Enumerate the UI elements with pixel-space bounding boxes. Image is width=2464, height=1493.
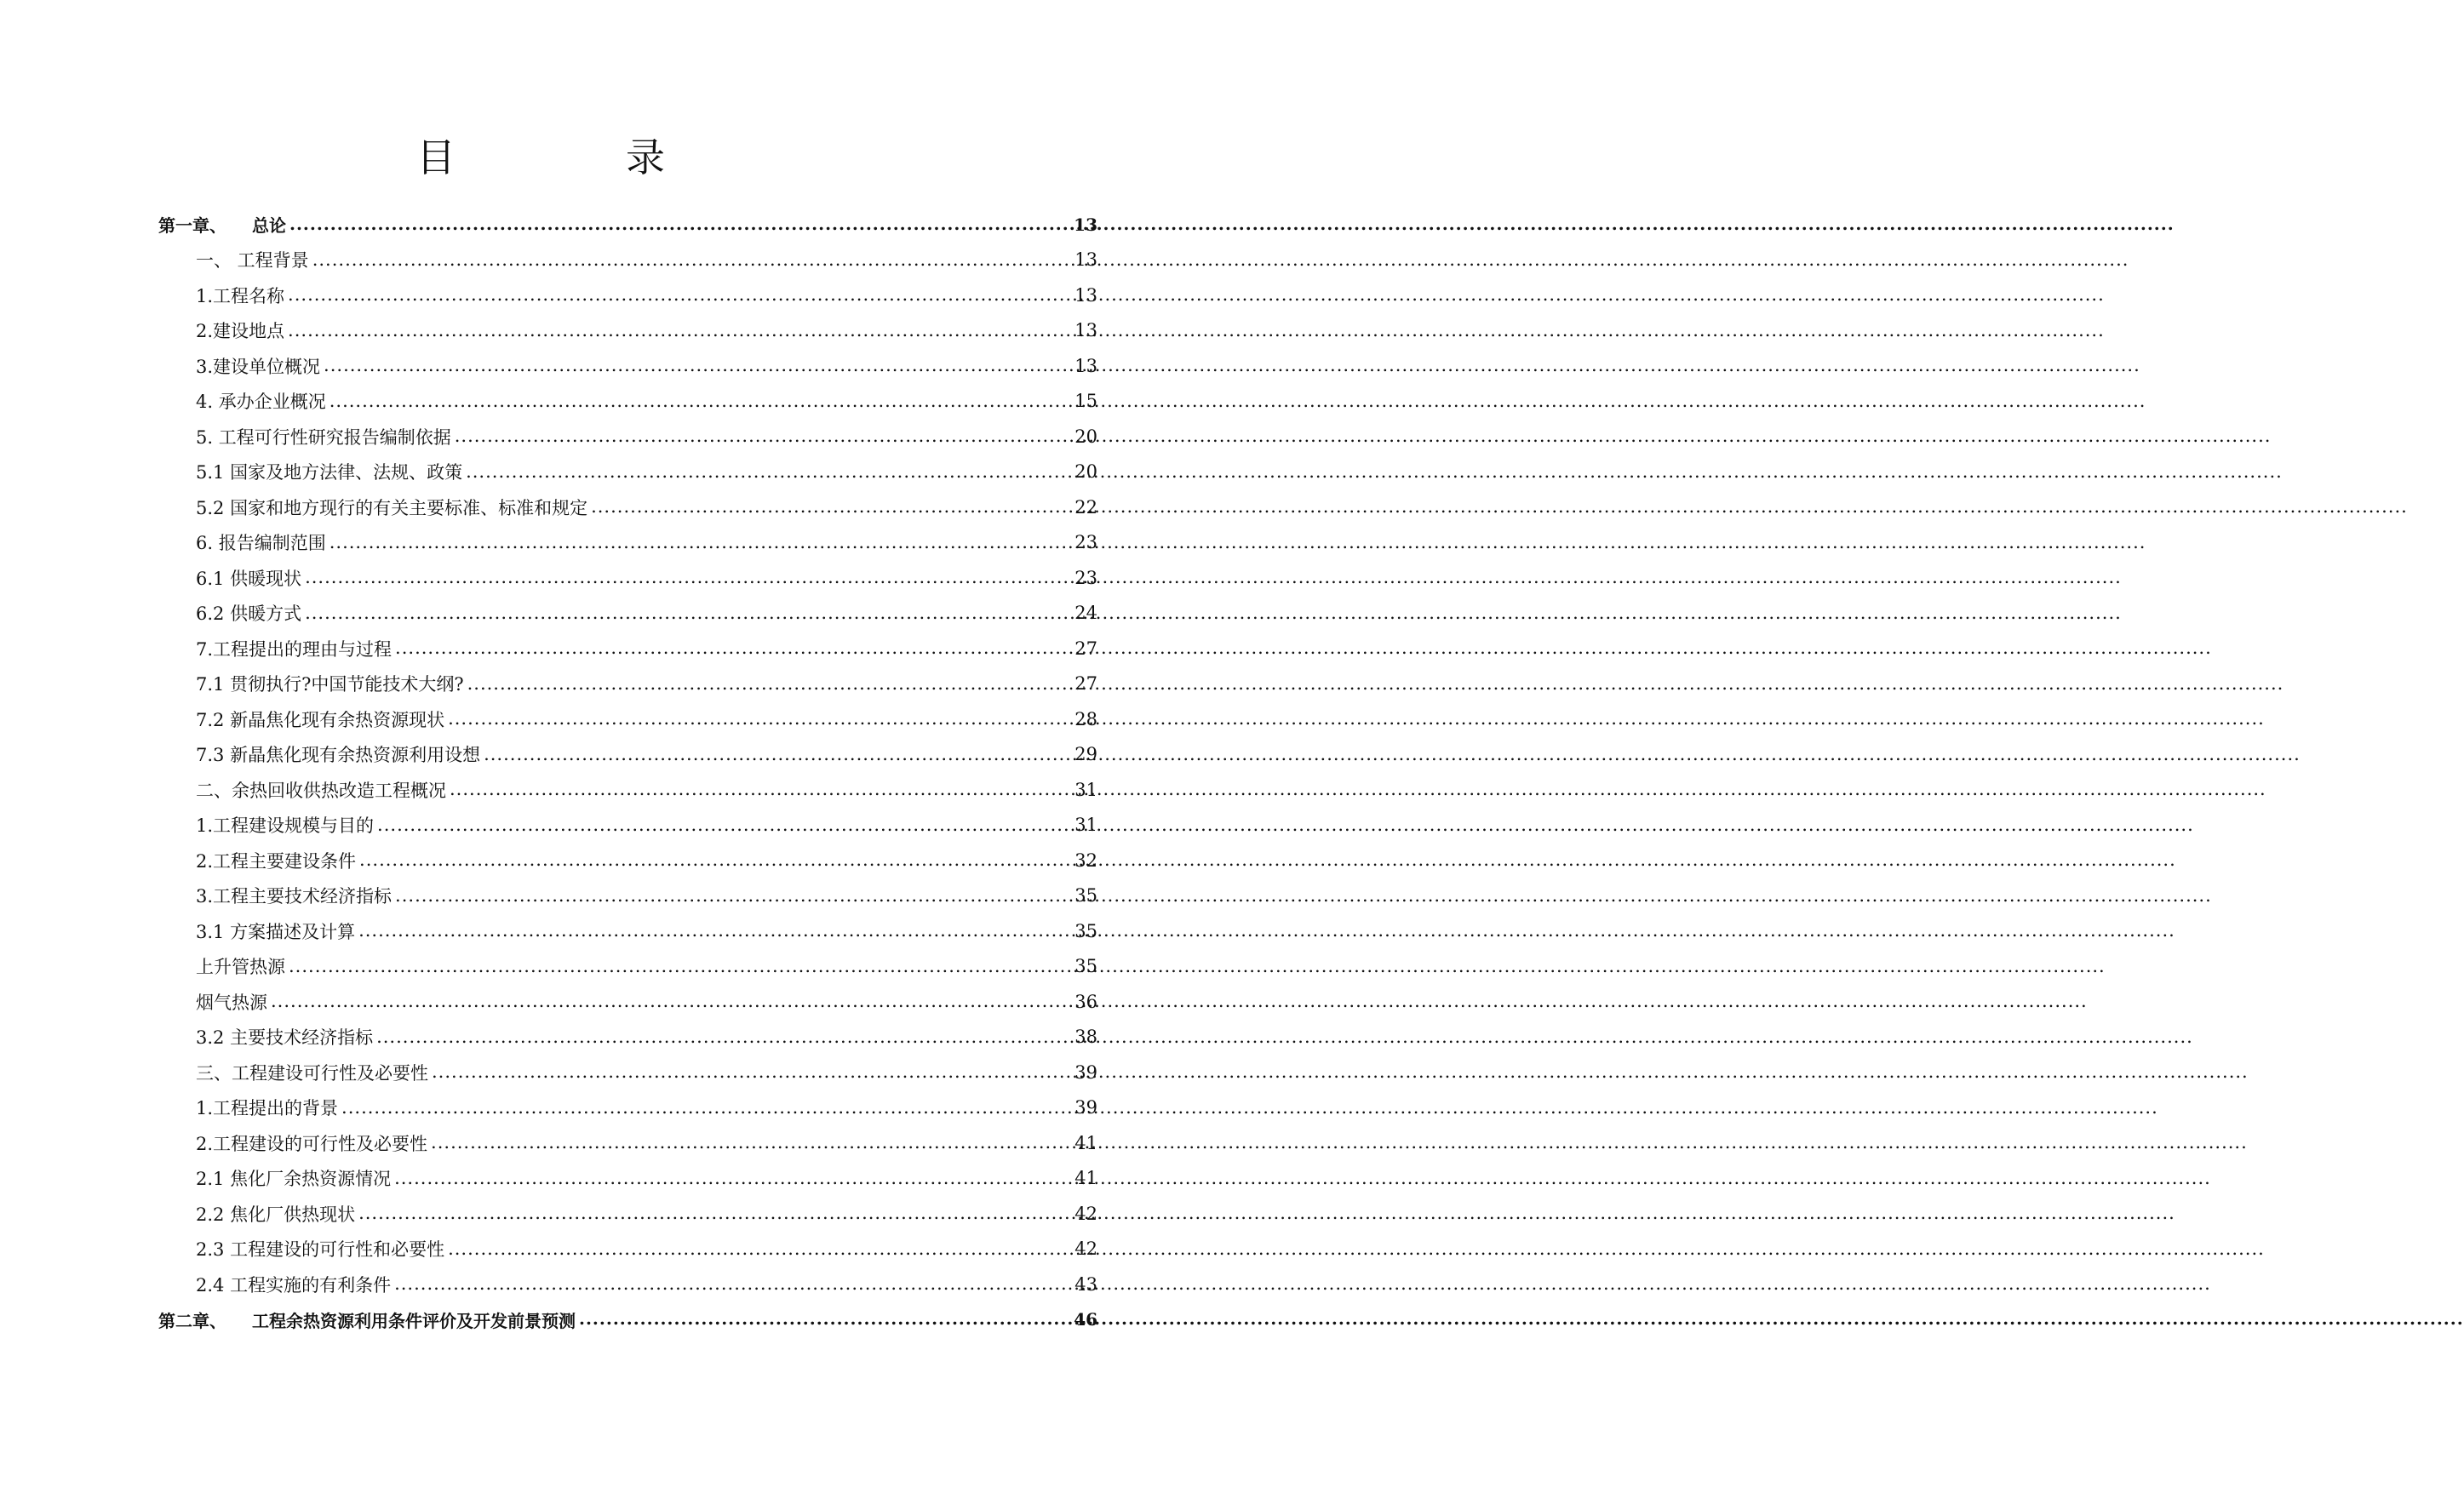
toc-dot-leader [329, 392, 1074, 411]
toc-entry[interactable] [0, 1020, 1097, 1055]
toc-page-number: 39 [1074, 1097, 1097, 1118]
toc-entry[interactable] [0, 878, 1097, 914]
toc-entry-title [196, 1236, 446, 1261]
toc-chapter-number: 第一章、 [158, 215, 226, 237]
toc-entry[interactable] [0, 808, 1097, 844]
toc-entry[interactable] [0, 1267, 1097, 1302]
toc-entry-title [196, 777, 448, 803]
toc-page-number: 29 [1074, 744, 1097, 765]
toc-entry-title [196, 353, 322, 379]
toc-dot-leader [324, 356, 1073, 375]
toc-entry-text: 2.3 工程建设的可行性和必要性 [196, 1239, 445, 1261]
toc-dot-leader [359, 850, 1073, 870]
toc-entry-title [196, 1165, 393, 1191]
toc-page-number: 35 [1074, 956, 1097, 977]
toc-entry-title [196, 600, 303, 626]
toc-page-number: 41 [1074, 1168, 1097, 1189]
page-title [0, 128, 1057, 187]
toc-entry[interactable] [0, 243, 1097, 278]
toc-entry[interactable] [0, 737, 1097, 773]
toc-entry-title [196, 388, 328, 414]
toc-entry-title [196, 317, 286, 343]
toc-dot-leader [466, 462, 1073, 482]
toc-page-number: 23 [1074, 567, 1097, 588]
toc-entry[interactable] [0, 455, 1097, 490]
toc-entry-text: 2.工程建设的可行性及必要性 [196, 1133, 428, 1154]
toc-entry-title [196, 1272, 393, 1297]
toc-dot-leader [450, 780, 1073, 799]
toc-entry-text: 3.建设单位概况 [196, 356, 321, 377]
toc-page-number: 13 [1074, 355, 1097, 376]
toc-entry-title [196, 989, 269, 1015]
toc-dot-leader [394, 1169, 1073, 1188]
toc-entry-title [196, 812, 375, 838]
toc-entry-text: 二、余热回收供热改造工程概况 [196, 780, 446, 801]
toc-entry-text: 2.4 工程实施的有利条件 [196, 1274, 392, 1296]
toc-dot-leader [579, 1310, 1072, 1329]
toc-entry-title [196, 883, 393, 908]
toc-entry-title [158, 212, 288, 237]
toc-entry-title [196, 1060, 430, 1085]
toc-page-number: 15 [1074, 391, 1097, 412]
toc-dot-leader [289, 215, 1072, 234]
toc-entry[interactable] [0, 772, 1097, 808]
toc-page-number: 42 [1074, 1203, 1097, 1224]
toc-entry-text: 2.建设地点 [196, 321, 285, 342]
title-char-left: 目 [416, 134, 456, 180]
toc-dot-leader [305, 603, 1073, 623]
toc-dot-leader [455, 426, 1074, 446]
toc-entry-text: 总论 [252, 215, 286, 237]
toc-dot-leader [289, 957, 1073, 976]
toc-entry-text: 5.1 国家及地方法律、法规、政策 [196, 462, 463, 483]
toc-dot-leader [288, 321, 1073, 340]
toc-entry-text: 三、工程建设可行性及必要性 [196, 1062, 428, 1084]
toc-entry-title [196, 953, 287, 979]
toc-entry-title [196, 529, 328, 555]
toc-dot-leader [591, 497, 1073, 517]
toc-dot-leader [484, 745, 1073, 764]
toc-entry[interactable] [0, 666, 1097, 702]
toc-entry-text: 4. 承办企业概况 [196, 392, 326, 413]
toc-dot-leader [395, 886, 1073, 906]
toc-dot-leader [271, 992, 1073, 1011]
toc-entry-text: 上升管热源 [196, 957, 285, 978]
toc-page-number: 46 [1074, 1309, 1097, 1330]
toc-page-number: 23 [1074, 532, 1097, 553]
toc-dot-leader [432, 1062, 1073, 1082]
toc-entry-title [196, 1095, 340, 1120]
toc-dot-leader [431, 1133, 1073, 1153]
toc-entry-title [196, 247, 311, 272]
toc-page-number: 41 [1074, 1132, 1097, 1153]
toc-entry-text: 5.2 国家和地方现行的有关主要标准、标准和规定 [196, 497, 588, 518]
toc-page-number: 13 [1074, 320, 1097, 341]
toc-entry[interactable] [0, 1055, 1097, 1090]
toc-entry-text: 2.工程主要建设条件 [196, 850, 357, 872]
toc-entry-text: 7.1 贯彻执行?中国节能技术大纲? [196, 674, 464, 695]
toc-page-number: 13 [1074, 284, 1097, 306]
toc-entry-text: 6. 报告编制范围 [196, 533, 326, 554]
toc-page-number: 31 [1074, 815, 1097, 836]
toc-entry[interactable] [0, 984, 1097, 1020]
toc-page-number: 27 [1074, 638, 1097, 659]
toc-page-number: 35 [1074, 920, 1097, 941]
toc-chapter-entry[interactable] [0, 207, 1097, 243]
toc-entry[interactable] [0, 1125, 1097, 1161]
toc-entry-text: 1.工程建设规模与目的 [196, 815, 375, 837]
toc-entry[interactable] [0, 913, 1097, 949]
toc-entry-title [196, 1024, 375, 1050]
toc-entry[interactable] [0, 384, 1097, 420]
toc-page-number: 20 [1074, 461, 1097, 483]
toc-entry-title [196, 424, 453, 449]
toc-dot-leader [377, 815, 1073, 835]
toc-dot-leader [288, 285, 1073, 305]
toc-entry[interactable] [0, 560, 1097, 596]
toc-entry-text: 7.3 新晶焦化现有余热资源利用设想 [196, 745, 481, 766]
toc-entry-title [196, 741, 482, 767]
toc-page-number: 22 [1074, 496, 1097, 518]
toc-page-number: 36 [1074, 991, 1097, 1012]
toc-entry-text: 3.工程主要技术经济指标 [196, 886, 393, 907]
toc-entry-text: 2.2 焦化厂供热现状 [196, 1204, 356, 1225]
toc-dot-leader [448, 1239, 1073, 1259]
toc-page-number: 38 [1074, 1027, 1097, 1048]
toc-entry-text: 2.1 焦化厂余热资源情况 [196, 1169, 392, 1190]
toc-dot-leader [394, 1274, 1073, 1294]
toc-entry[interactable] [0, 701, 1097, 737]
toc-entry-text: 烟气热源 [196, 992, 267, 1013]
table-of-contents [0, 207, 1097, 1337]
toc-page-number: 42 [1074, 1238, 1097, 1260]
toc-entry-title [196, 918, 357, 944]
toc-entry-title [196, 1130, 429, 1156]
toc-entry[interactable] [0, 419, 1097, 455]
toc-dot-leader [329, 533, 1074, 552]
title-char-right: 录 [626, 134, 665, 180]
toc-entry[interactable] [0, 843, 1097, 878]
toc-entry[interactable] [0, 1232, 1097, 1267]
toc-dot-leader [341, 1098, 1073, 1118]
toc-entry[interactable] [0, 596, 1097, 632]
toc-entry[interactable] [0, 1196, 1097, 1232]
toc-entry-title [196, 459, 464, 484]
toc-entry-text: 1.工程提出的背景 [196, 1098, 339, 1119]
toc-entry-title [196, 636, 393, 661]
toc-page-number: 43 [1074, 1273, 1097, 1295]
toc-entry[interactable] [0, 631, 1097, 666]
toc-entry-title [196, 565, 303, 591]
toc-entry-text: 1.工程名称 [196, 285, 285, 306]
toc-page-number: 28 [1074, 708, 1097, 729]
toc-entry-title [196, 283, 286, 308]
toc-entry-text: 7.工程提出的理由与过程 [196, 638, 393, 660]
toc-page-number: 31 [1074, 779, 1097, 800]
toc-entry[interactable] [0, 277, 1097, 313]
toc-dot-leader [376, 1027, 1073, 1047]
toc-chapter-entry[interactable] [0, 1302, 1097, 1338]
toc-dot-leader [358, 1204, 1073, 1223]
toc-page-number: 39 [1074, 1061, 1097, 1083]
toc-dot-leader [448, 709, 1073, 729]
toc-page-number: 24 [1074, 603, 1097, 624]
toc-entry-text: 工程余热资源利用条件评价及开发前景预测 [252, 1310, 576, 1331]
toc-entry-title [158, 1307, 577, 1332]
toc-entry-title [196, 848, 358, 873]
toc-chapter-number: 第二章、 [158, 1310, 226, 1331]
toc-entry[interactable] [0, 1090, 1097, 1126]
toc-entry[interactable] [0, 525, 1097, 561]
toc-dot-leader [395, 638, 1073, 658]
toc-page-number: 13 [1074, 214, 1097, 235]
toc-dot-leader [312, 250, 1074, 270]
toc-page-number: 27 [1074, 673, 1097, 695]
toc-entry-title [196, 671, 466, 696]
toc-entry-title [196, 706, 446, 732]
toc-page-number: 32 [1074, 849, 1097, 871]
toc-entry-title [196, 495, 589, 520]
toc-page-number: 35 [1074, 885, 1097, 907]
toc-entry-text: 7.2 新晶焦化现有余热资源现状 [196, 709, 445, 730]
document-page [0, 0, 1097, 1493]
toc-entry-text: 3.2 主要技术经济指标 [196, 1027, 374, 1049]
toc-entry[interactable] [0, 313, 1097, 349]
toc-dot-leader [467, 674, 1074, 694]
toc-entry[interactable] [0, 489, 1097, 525]
toc-entry[interactable] [0, 949, 1097, 985]
toc-page-number: 20 [1074, 426, 1097, 447]
toc-entry-text: 5. 工程可行性研究报告编制依据 [196, 426, 451, 448]
toc-entry-text: 6.2 供暖方式 [196, 603, 302, 625]
toc-entry-text: 3.1 方案描述及计算 [196, 921, 356, 942]
toc-entry-title [196, 1201, 357, 1227]
toc-entry-text: 6.1 供暖现状 [196, 568, 302, 589]
toc-page-number: 13 [1074, 249, 1097, 271]
toc-dot-leader [358, 921, 1073, 941]
toc-entry[interactable] [0, 1161, 1097, 1197]
toc-entry[interactable] [0, 348, 1097, 384]
toc-entry-text: 一、 工程背景 [196, 250, 309, 272]
toc-dot-leader [305, 568, 1073, 587]
